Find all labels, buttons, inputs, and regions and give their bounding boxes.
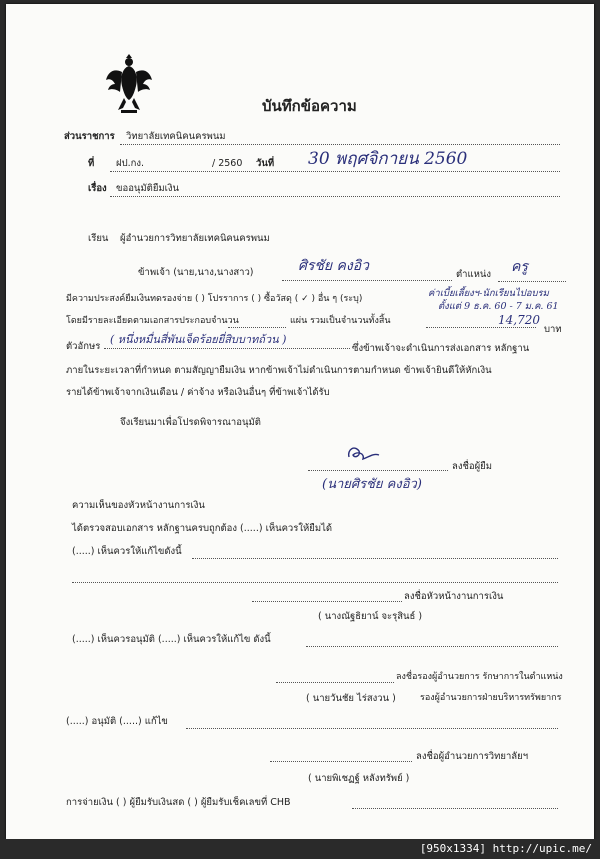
line3-text: โดยมีรายละเอียดตามเอกสารประกอบจำนวน <box>66 316 239 326</box>
line4-prefix: ตัวอักษร <box>66 341 101 352</box>
amount-hw: 14,720 <box>498 313 540 327</box>
date-label: วันที่ <box>256 158 275 169</box>
name-line <box>282 280 452 281</box>
line6-text: รายได้ข้าพเจ้าจากเงินเดือน / ค่าจ้าง หรือเงินอื่นๆ ที่ข้าพเจ้าได้รับ <box>66 387 330 398</box>
payment-text: การจ่ายเงิน ( ) ผู้ยืมรับเงินสด ( ) ผู้ยืมรับเช็คเลขที่ CHB <box>66 797 291 808</box>
deputy-name: ( นายวันชัย ไร่สงวน ) <box>306 693 396 704</box>
borrower-sign-line <box>308 470 448 471</box>
other-hw2: ตั้งแต่ 9 ธ.ค. 60 - 7 ม.ค. 61 <box>438 301 559 312</box>
director-options-line <box>186 728 558 729</box>
baht-label: บาท <box>544 324 562 335</box>
position-label: ตำแหน่ง <box>456 269 492 280</box>
borrower-signature-icon <box>343 441 383 465</box>
amount-line <box>426 327 536 328</box>
ref-line <box>110 171 560 172</box>
to-value: ผู้อำนวยการวิทยาลัยเทคนิคนครพนม <box>120 233 270 244</box>
finance-sign-line <box>252 601 402 602</box>
finance-head-name: ( นางณัฐธิยาน์ จะรุสินธ์ ) <box>318 611 423 622</box>
request-text: จึงเรียนมาเพื่อโปรดพิจารณาอนุมัติ <box>120 417 261 428</box>
line1-prefix: ข้าพเจ้า (นาย,นาง,นางสาว) <box>138 267 254 278</box>
finance-checked-text: ได้ตรวจสอบเอกสาร หลักฐานครบถูกต้อง (.....) เห็นควรให้ยืมได้ <box>72 523 333 534</box>
ref-year: / 2560 <box>212 158 243 169</box>
subject-label: เรื่อง <box>88 183 107 194</box>
sheets-line <box>228 327 286 328</box>
payment-line <box>352 808 558 809</box>
line4-suffix: ซึ่งข้าพเจ้าจะดำเนินการส่งเอกสาร หลักฐาน <box>352 343 530 354</box>
borrower-name-hw: ศิรชัย คงอิว <box>298 258 370 274</box>
memo-title: บันทึกข้อความ <box>262 97 357 115</box>
director-sign-line <box>270 761 412 762</box>
position-hw: ครู <box>511 259 528 275</box>
finance-fix-text: (.....) เห็นควรให้แก้ไขดังนี้ <box>72 546 182 557</box>
to-label: เรียน <box>88 233 109 244</box>
finance-fix-line <box>192 558 558 559</box>
subject-line <box>110 196 560 197</box>
date-value: 30 พฤศจิกายน 2560 <box>308 149 468 169</box>
deputy-options-line <box>306 646 558 647</box>
director-sign-label: ลงชื่อผู้อำนวยการวิทยาลัยฯ <box>416 751 529 762</box>
subject-value: ขออนุมัติยืมเงิน <box>116 183 180 194</box>
deputy-sign-line <box>276 682 394 683</box>
finance-heading: ความเห็นของหัวหน้างานการเงิน <box>72 500 205 511</box>
ref-label: ที่ <box>88 158 95 169</box>
image-watermark-bar <box>0 839 600 859</box>
deputy-options: (.....) เห็นควรอนุมัติ (.....) เห็นควรให้แก้ไข ดังนี้ <box>72 634 271 645</box>
line5-text: ภายในระยะเวลาที่กำหนด ตามสัญญายืมเงิน หากข้าพเจ้าไม่ดำเนินการตามกำหนด ข้าพเจ้ายินดีให้หักเงิน <box>66 365 492 376</box>
ref-value: ฝป.กง. <box>116 158 145 169</box>
line2-text: มีความประสงค์ยืมเงินทดรองจ่าย ( ) โปรราการ ( ) ซื้อวัสดุ ( ✓ ) อื่น ๆ (ระบุ) <box>66 294 363 304</box>
agency-line <box>120 144 560 145</box>
borrower-name-signature: (นายศิรชัย คงอิว) <box>322 477 422 492</box>
deputy-title: รองผู้อำนวยการฝ่ายบริหารทรัพยากร <box>420 693 562 703</box>
finance-fix-line-2 <box>72 582 558 583</box>
amount-words-hw: ( หนึ่งหมื่นสี่พันเจ็ดร้อยยี่สิบบาทถ้วน ) <box>110 333 287 346</box>
watermark-text: [950x1334] http://upic.me/ <box>419 842 592 855</box>
director-name: ( นายพิเชฏฐ์ หลังทรัพย์ ) <box>308 773 410 784</box>
position-line <box>498 281 566 282</box>
amount-words-line <box>104 348 350 349</box>
director-options: (.....) อนุมัติ (.....) แก้ไข <box>66 716 168 727</box>
borrower-sign-label: ลงชื่อผู้ยืม <box>452 461 493 472</box>
other-hw1: ค่าเบี้ยเลี้ยงฯ-นักเรียนไปอบรม <box>428 288 549 299</box>
agency-label: ส่วนราชการ <box>64 131 115 142</box>
finance-sign-label: ลงชื่อหัวหน้างานการเงิน <box>404 591 504 602</box>
deputy-sign-label: ลงชื่อรองผู้อำนวยการ รักษาการในตำแหน่ง <box>396 672 563 682</box>
agency-value: วิทยาลัยเทคนิคนครพนม <box>126 131 226 142</box>
garuda-emblem-icon <box>104 54 154 116</box>
memo-page <box>6 4 594 839</box>
line3-mid: แผ่น รวมเป็นจำนวนทั้งสิ้น <box>290 316 391 326</box>
